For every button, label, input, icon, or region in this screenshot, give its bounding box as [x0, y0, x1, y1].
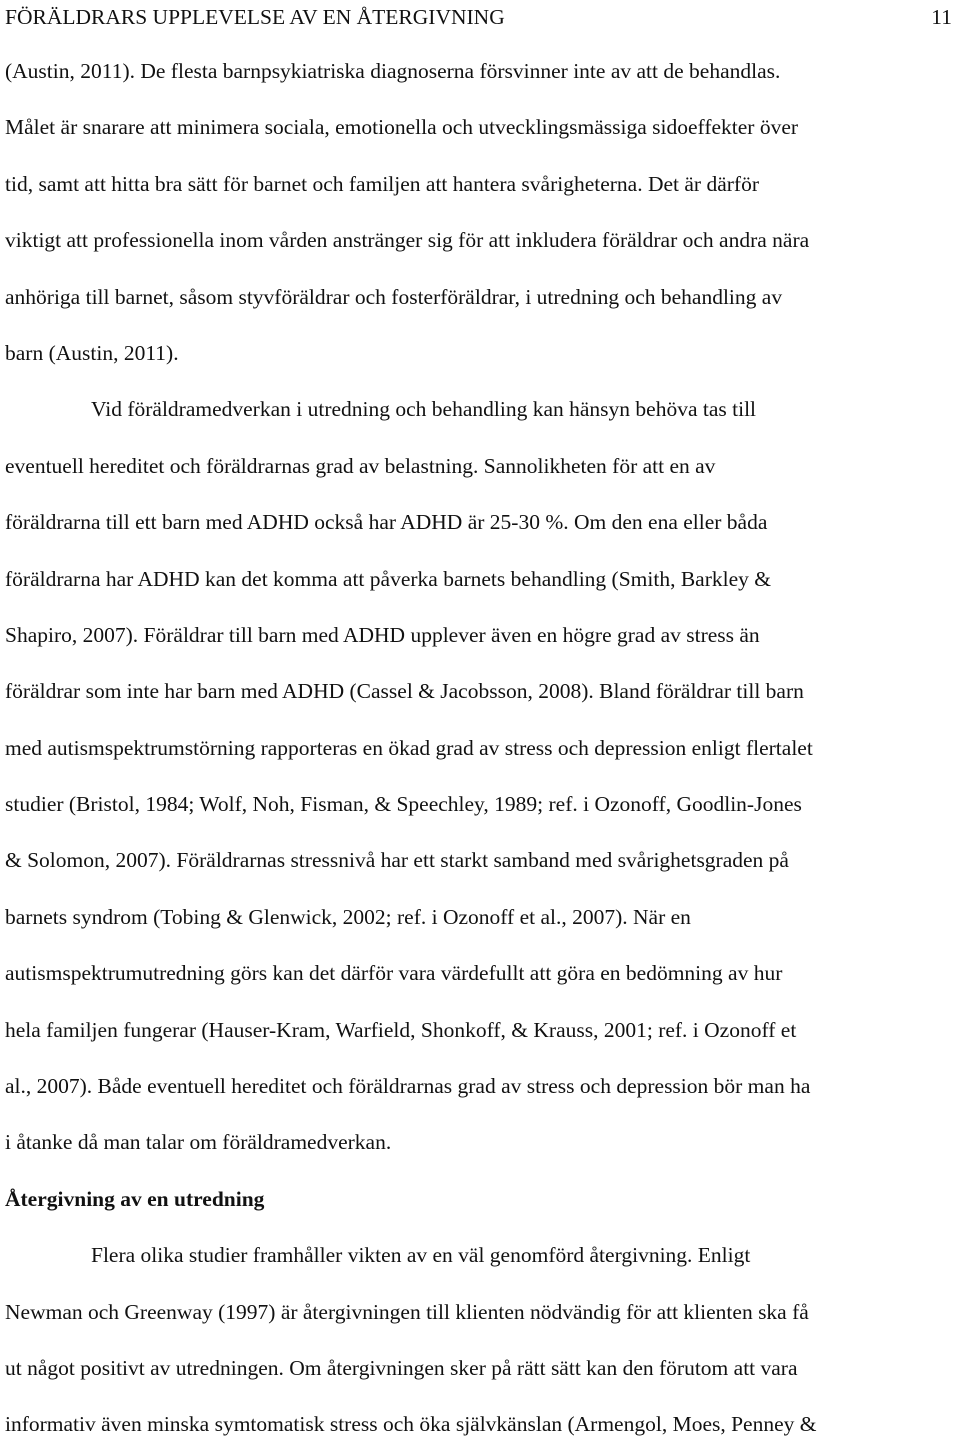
text-line: studier (Bristol, 1984; Wolf, Noh, Fisman, & Speechley, 1989; ref. i Ozonoff, Goodlin-Jones — [5, 792, 802, 817]
text-line: Shapiro, 2007). Föräldrar till barn med ADHD upplever även en högre grad av stress än — [5, 622, 760, 647]
text-line: ut något positivt av utredningen. Om återgivningen sker på rätt sätt kan den förutom att vara — [5, 1355, 798, 1380]
text-line: föräldrarna har ADHD kan det komma att påverka barnets behandling (Smith, Barkley & — [5, 566, 772, 591]
text-line: al., 2007). Både eventuell hereditet och föräldrarnas grad av stress och depression bör man ha — [5, 1074, 811, 1099]
text-line: autismspektrumutredning görs kan det därför vara värdefullt att göra en bedömning av hur — [5, 961, 783, 986]
section-heading: Återgivning av en utredning — [5, 1186, 265, 1211]
text-line: föräldrarna till ett barn med ADHD också har ADHD är 25-30 %. Om den ena eller båda — [5, 510, 768, 535]
page-number: 11 — [931, 5, 952, 29]
text-line: Flera olika studier framhåller vikten av en väl genomförd återgivning. Enligt — [91, 1243, 751, 1268]
text-line: Målet är snarare att minimera sociala, emotionella och utvecklingsmässiga sidoeffekter över — [5, 115, 799, 140]
text-line: barn (Austin, 2011). — [5, 340, 179, 365]
text-line: anhöriga till barnet, såsom styvföräldrar och fosterföräldrar, i utredning och behandling av — [5, 284, 783, 309]
text-line: informativ även minska symtomatisk stress och öka självkänslan (Armengol, Moes, Penney & — [5, 1412, 817, 1437]
text-line: tid, samt att hitta bra sätt för barnet och familjen att hantera svårigheterna. Det är därför — [5, 171, 759, 196]
body-text — [5, 43, 955, 1453]
text-line: viktigt att professionella inom vården anstränger sig för att inkludera föräldrar och andra nära — [5, 228, 810, 253]
text-line: hela familjen fungerar (Hauser-Kram, Warfield, Shonkoff, & Krauss, 2001; ref. i Ozonoff et — [5, 1017, 797, 1042]
running-header — [5, 2, 955, 32]
running-title: FÖRÄLDRARS UPPLEVELSE AV EN ÅTERGIVNING — [5, 5, 505, 29]
text-line: & Solomon, 2007). Föräldrarnas stressnivå har ett starkt samband med svårighetsgraden på — [5, 848, 789, 873]
text-line: barnets syndrom (Tobing & Glenwick, 2002; ref. i Ozonoff et al., 2007). När en — [5, 904, 691, 929]
text-line: eventuell hereditet och föräldrarnas grad av belastning. Sannolikheten för att en av — [5, 453, 716, 478]
text-line: Newman och Greenway (1997) är återgivningen till klienten nödvändig för att klienten ska få — [5, 1299, 809, 1324]
text-line: (Austin, 2011). De flesta barnpsykiatriska diagnoserna försvinner inte av att de behandlas. — [5, 59, 781, 83]
text-line: Vid föräldramedverkan i utredning och behandling kan hänsyn behöva tas till — [91, 397, 757, 422]
text-line: i åtanke då man talar om föräldramedverkan. — [5, 1130, 392, 1155]
text-line: med autismspektrumstörning rapporteras en ökad grad av stress och depression enligt flertalet — [5, 735, 813, 760]
text-line: föräldrar som inte har barn med ADHD (Cassel & Jacobsson, 2008). Bland föräldrar till barn — [5, 679, 804, 704]
